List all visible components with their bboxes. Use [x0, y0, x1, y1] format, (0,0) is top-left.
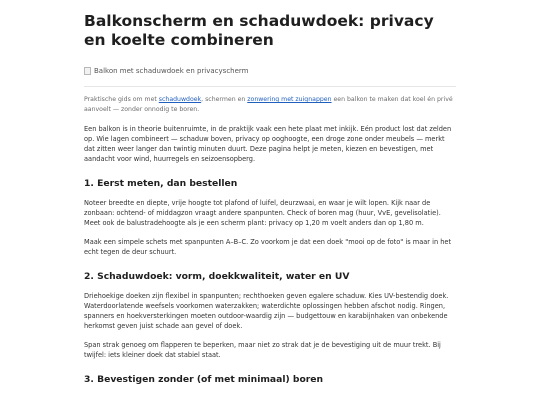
section-heading-schaduwdoek: 2. Schaduwdoek: vorm, doekkwaliteit, water en UV	[84, 271, 350, 282]
intro-paragraph: Een balkon is in theorie buitenruimte, in de praktijk vaak een hete plaat met inkijk. Eén product lost dat zelden op. Wie lagen combineert — schaduw boven, privacy op ooghoogte, een droge zone onder meubels — merkt dat zitten weer langer dan twintig minuten duurt. Deze pagina helpt je meten, kiezen en bevestigen, met aandacht voor wind, huurregels en seizoensopberg.	[84, 125, 452, 163]
section-heading-bevestigen: 3. Bevestigen zonder (of met minimaal) boren	[84, 374, 324, 385]
lead-text-1: Praktische gids om met	[84, 96, 159, 103]
section-paragraph: Driehoekige doeken zijn flexibel in spanpunten; rechthoeken geven egalere schaduw. Kies UV-bestendig doek. Waterdoorlatende weefsels voorkomen waterzakken; waterdichte oplossingen hebben afschot nodig. Ringen, spanners en hoekversterkingen moeten outdoor-waardig zijn — budgettouw en karabijnhaken van onbekende herkomst geven juist schade aan gevel of doek.	[84, 292, 449, 330]
page-title: Balkonscherm en schaduwdoek: privacy en koelte combineren	[84, 12, 434, 49]
article	[84, 0, 456, 386]
hero-image	[84, 64, 456, 78]
section-heading-meten: 1. Eerst meten, dan bestellen	[84, 178, 238, 189]
section-paragraph: Noteer breedte en diepte, vrije hoogte tot plafond of luifel, deurzwaai, en waar je wilt lopen. Kijk naar de zonbaan: ochtend- of middagzon vraagt andere spanpunten. Check of boren mag (huur, VvE, gevelisolatie). Meet ook de balustradehoogte als je een scherm plant: privacy op 1,20 m voelt anders dan op 1,80 m.	[84, 199, 441, 227]
section-paragraph: Maak een simpele schets met spanpunten A–B–C. Zo voorkom je dat een doek "mooi op de foto" is maar in het echt tegen de deur schuurt.	[84, 238, 452, 256]
link-zonwering-zuignappen[interactable]: zonwering met zuignappen	[247, 96, 332, 103]
lead-text-3: een balkon te maken dat koel én privé aanvoelt — zonder onnodig te boren.	[84, 96, 453, 113]
section-paragraph: Span strak genoeg om flapperen te beperken, maar niet zo strak dat je de bevestiging uit de muur trekt. Bij twijfel: iets kleiner doek dat stabiel staat.	[84, 341, 441, 359]
divider	[84, 86, 456, 87]
hero-image-alt: Balkon met schaduwdoek en privacyscherm	[94, 67, 249, 75]
link-schaduwdoek[interactable]: schaduwdoek	[158, 96, 202, 103]
broken-image-icon	[84, 67, 91, 75]
lead-text-2: , schermen en	[201, 96, 248, 103]
lead-paragraph	[84, 95, 456, 115]
